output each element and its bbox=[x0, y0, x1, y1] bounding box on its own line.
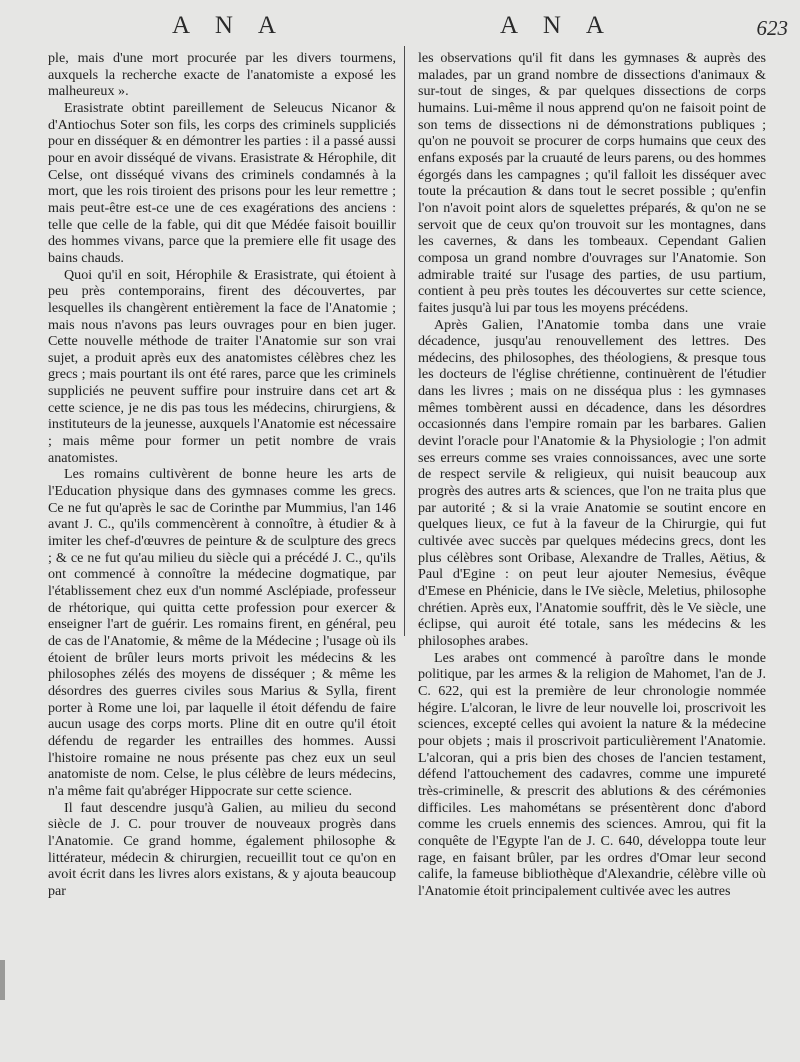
paragraph: les observations qu'il fit dans les gymnases & auprès des malades, par un grand nombre de dissections d'animaux & sur-tout de singes, & par quelques dissections de corps humains. Lui-même il nous apprend qu'on ne faisoit point de son tems de dissections ni de démonstrations publiques ; qu'on ne pouvoit se procurer de corps humains que ceux des enfans exposés par la cruauté de leurs parens, ou des hommes égorgés dans les campagnes ; qu'il falloit les disséquer avec toute la précaution & dans tout le secret possible ; qu'enfin l'on n'avoit point alors de squelettes préparés, & qu'on ne se servoit que de ceux qu'on trouvoit sur les montagnes, dans les cavernes, & dans les tombeaux. Cependant Galien composa un grand nombre d'ouvrages sur l'Anatomie. Son admirable traité sur l'usage des parties, de usu partium, contient à peu près toutes les découvertes sur cette science, faites jusqu'à lui par tous les moyens précédens. bbox=[418, 50, 766, 316]
paragraph: Les romains cultivèrent de bonne heure les arts de l'Education physique dans des gymnases comme les grecs. Ce ne fut qu'après le sac de Corinthe par Mummius, l'an 146 avant J. C., qu'ils commencèrent à connoître, à étudier & à imiter les chef-d'œuvres de peinture & de sculpture des grecs ; & ce ne fut qu'au milieu du siècle qui a précédé J. C., qu'ils ont commencé à connoître la médecine dogmatique, par l'établissement chez eux d'un nommé Asclépiade, professeur de rhétorique, qui quitta cette profession pour exercer & enseigner l'art de guérir. Les romains firent, en général, peu de cas de l'Anatomie, & même de la Médecine ; l'usage où ils étoient de brûler leurs morts privoit les médecins & les philosophes zélés des moyens de disséquer ; & même les désordres des guerres civiles sous Marius & Sylla, firent porter à Rome une loi, par laquelle il étoit défendu de faire aucun usage des corps morts. Pline dit en outre qu'il étoit défendu de regarder les entrailles des hommes. Aussi l'histoire romaine ne nous présente pas chez eux un seul anatomiste de nom. Celse, le plus célèbre de leurs médecins, n'a même fait qu'abréger Hippocrate sur cette science. bbox=[48, 466, 396, 799]
paragraph: Erasistrate obtint pareillement de Seleucus Nicanor & d'Antiochus Soter son fils, les corps des criminels suppliciés pour en disséquer & en démontrer les parties : il a passé aussi pour en avoir disséqué de vivans. Erasistrate & Hérophile, dit Celse, ont disséqué vivans des criminels condamnés à la mort, que les rois tiroient des prisons pour les leur remettre ; mais peut-être est-ce une de ces exagérations des anciens : telle que celle de la fable, qui dit que Médée faisoit bouillir des hommes vivans, parce que la premiere elle fit usage des bains chauds. bbox=[48, 99, 396, 266]
paragraph: Il faut descendre jusqu'à Galien, au milieu du second siècle de J. C. pour trouver de nouveaux progrès dans l'Anatomie. Ce grand homme, également philosophe & littérateur, médecin & chirurgien, recueillit tout ce qu'on en avoit écrit dans les livres alors existans, & y ajouta beaucoup par bbox=[48, 799, 396, 899]
paragraph: Après Galien, l'Anatomie tomba dans une vraie décadence, jusqu'au renouvellement des lettres. Des médecins, des philosophes, des théologiens, & presque tous les docteurs de l'église chrétienne, continuèrent de l'étudier dans les livres ; mais on ne disséqua plus : les gymnases mêmes tombèrent aussi en décadence, dans les désordres occasionnés dans l'empire romain par les barbares. Galien devint l'oracle pour l'Anatomie & la Physiologie ; l'on admit ses erreurs comme ses vraies connoissances, avec une sorte de respect servile & religieux, qui nuisit beaucoup aux progrès des autres arts & sciences, que l'on ne traita plus que par autorité ; & si la vraie Anatomie se soutint encore en quelques lieux, ce fut à la faveur de la Chirurgie, qui fut cultivée avec succès par quelques médecins grecs, dont les plus célèbres sont Oribase, Alexandre de Tralles, Aëtius, & Paul d'Egine : on peut leur ajouter Nemesius, évêque d'Emese en Phénicie, dans le IVe siècle, Meletius, philosophe chrétien. Après eux, l'Anatomie souffrit, dès le Ve siècle, une éclipse, qui auroit été totale, sans les médecins & les philosophes arabes. bbox=[418, 316, 766, 649]
paragraph: Les arabes ont commencé à paroître dans le monde politique, par les armes & la religion de Mahomet, l'an de J. C. 622, qui est la première de leur chronologie nommée hégire. L'alcoran, le livre de leur nouvelle loi, proscrivoit les sciences, excepté celles qui avoient la nature & la médecine pour objets ; mais il proscrivoit particulièrement l'Anatomie. L'alcoran, qui a pris bien des choses de l'ancien testament, défend l'attouchement des cadavres, comme une impureté très-criminelle, & prescrit des ablutions & des cérémonies difficiles. Les mahométans se présentèrent donc d'abord comme les cruels ennemis des sciences. Amrou, qui fit la conquête de l'Egypte l'an de J. C. 640, développa toute leur rage, en faisant brûler, par les ordres d'Omar leur second calife, la fameuse bibliothèque d'Alexandrie, célèbre ville où l'Anatomie étoit principalement cultivée avec les autres bbox=[418, 649, 766, 899]
paragraph: Quoi qu'il en soit, Hérophile & Erasistrate, qui étoient à peu près contemporains, firent des découvertes, par lesquelles ils changèrent entièrement la face de l'Anatomie ; mais nous n'avons pas leurs ouvrages pour en bien juger. Cette nouvelle méthode de traiter l'Anatomie sur son vrai sujet, a produit après eux des anatomistes célèbres chez les grecs ; mais pourtant ils ont été rares, parce que les criminels suppliciés ne peuvent suffire pour instruire dans cet art & cette science, je ne dis pas tous les médecins, chirurgiens, & instituteurs de la jeunesse, auxquels l'Anatomie est nécessaire ; mais même pour former un petit nombre de vrais anatomistes. bbox=[48, 266, 396, 466]
column-rule bbox=[404, 46, 405, 636]
page-number: 623 bbox=[756, 16, 788, 40]
paragraph: ple, mais d'une mort procurée par les divers tourmens, auxquels la recherche exacte de l'anatomiste a exposé les malheureux ». bbox=[48, 50, 396, 100]
page-edge-mark bbox=[0, 960, 5, 1000]
left-running-head: A N A bbox=[172, 12, 286, 39]
right-running-head: A N A bbox=[500, 12, 614, 39]
right-column bbox=[418, 50, 766, 899]
left-column bbox=[48, 50, 396, 899]
